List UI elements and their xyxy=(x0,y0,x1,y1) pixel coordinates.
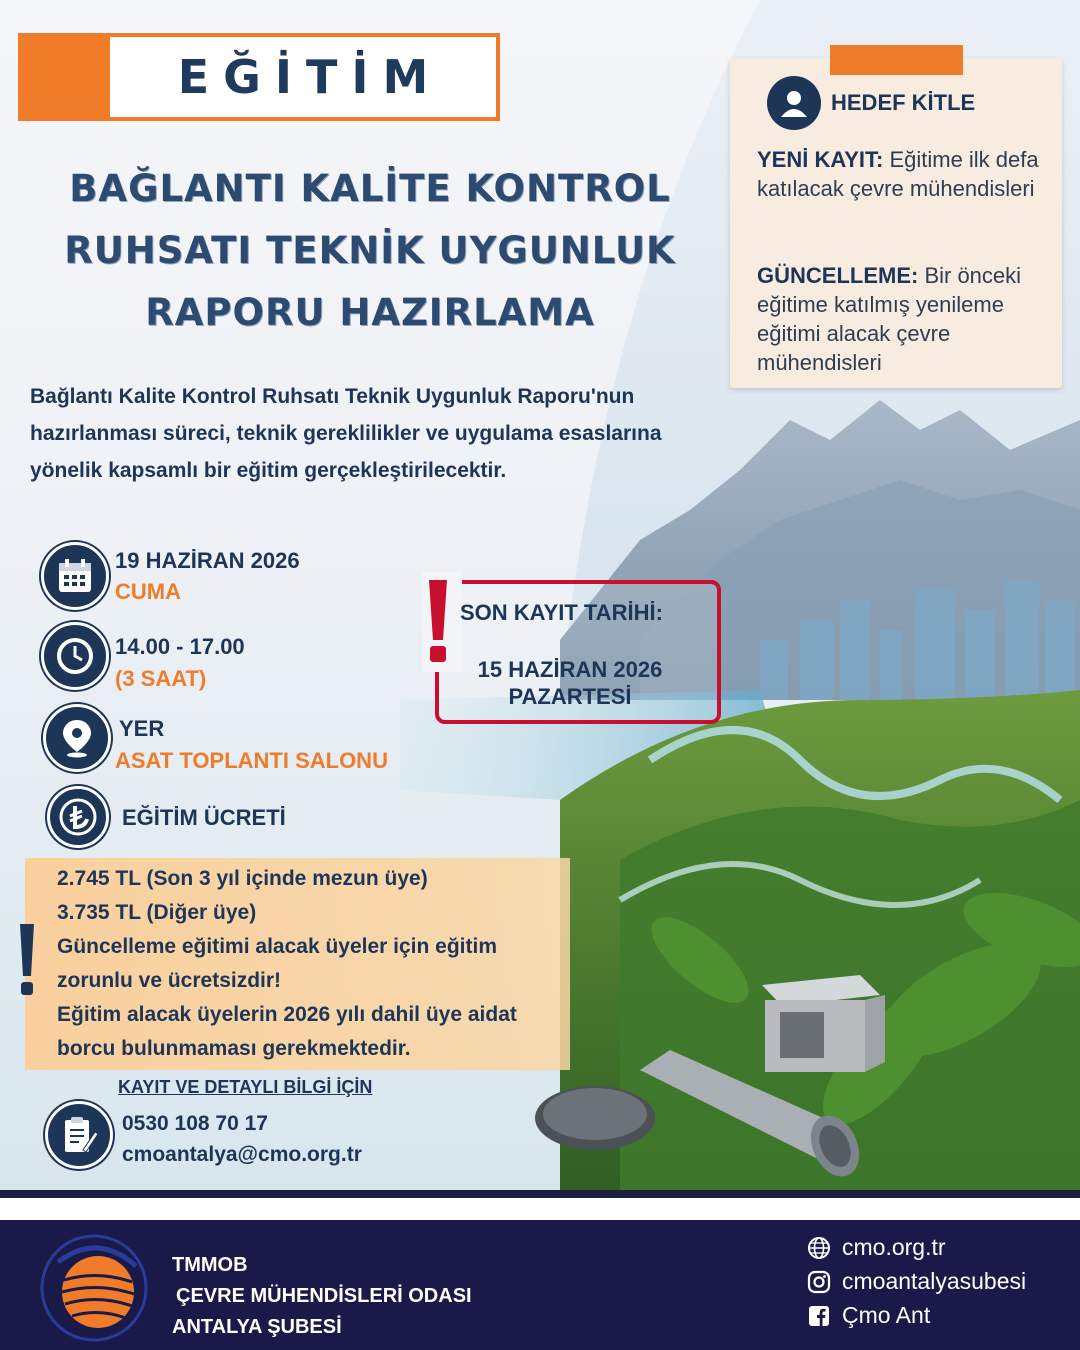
exclamation-icon xyxy=(425,578,451,664)
fee-line-graduate: 2.745 TL (Son 3 yıl içinde mezun üye) xyxy=(57,867,428,890)
website-text: cmo.org.tr xyxy=(842,1234,946,1260)
audience-update-text: Bir önceki eğitime katılmış yenileme eğitimi alacak çevre mühendisleri xyxy=(757,263,1022,375)
audience-update-label: GÜNCELLEME: xyxy=(757,263,919,288)
social-instagram[interactable] xyxy=(806,1268,1026,1295)
audience-update xyxy=(757,261,1057,377)
globe-icon xyxy=(806,1235,832,1261)
contact-phone[interactable]: 0530 108 70 17 xyxy=(122,1112,268,1135)
calendar-icon xyxy=(41,542,109,610)
contact-email[interactable]: cmoantalya@cmo.org.tr xyxy=(122,1143,362,1166)
facebook-text: Çmo Ant xyxy=(842,1302,931,1328)
event-date: 19 HAZİRAN 2026 xyxy=(115,548,300,573)
place-name: ASAT TOPLANTI SALONU xyxy=(115,748,388,773)
logo xyxy=(38,1232,150,1344)
facebook-icon xyxy=(806,1303,832,1329)
contact-heading: KAYIT VE DETAYLI BİLGİ İÇİN xyxy=(118,1077,373,1097)
badge xyxy=(110,37,496,117)
fee-details xyxy=(57,862,577,1066)
user-icon xyxy=(767,76,821,130)
clipboard-icon xyxy=(45,1101,113,1169)
page-title xyxy=(20,158,720,344)
fee-line-update: Güncelleme eğitimi alacak üyeler için eğitim zorunlu ve ücretsizdir! xyxy=(57,935,498,992)
instagram-text: cmoantalyasubesi xyxy=(842,1268,1027,1294)
event-day: CUMA xyxy=(115,579,181,604)
fee-line-other: 3.735 TL (Diğer üye) xyxy=(57,901,257,924)
title-line-2: RUHSATI TEKNİK UYGUNLUK xyxy=(64,229,676,272)
event-duration: (3 SAAT) xyxy=(115,666,207,691)
badge-label: EĞİTİM xyxy=(177,50,443,104)
org-line-3: ANTALYA ŞUBESİ xyxy=(172,1316,342,1338)
footer-divider xyxy=(0,1190,1080,1198)
audience-card-tab xyxy=(830,45,963,75)
audience-new xyxy=(757,145,1057,203)
deadline-day: PAZARTESİ xyxy=(508,684,632,709)
lira-icon xyxy=(47,786,109,848)
social-facebook[interactable] xyxy=(806,1302,930,1329)
location-pin-icon xyxy=(43,704,111,772)
audience-new-label: YENİ KAYIT: xyxy=(757,147,884,172)
deadline-title: SON KAYIT TARİHİ: xyxy=(460,600,663,625)
audience-new-text: Eğitime ilk defa katılacak çevre mühendisleri xyxy=(757,147,1039,201)
fee-label: EĞİTİM ÜCRETİ xyxy=(122,805,286,830)
clock-icon xyxy=(41,622,109,690)
fee-line-dues: Eğitim alacak üyelerin 2026 yılı dahil üye aidat borcu bulunmaması gerekmektedir. xyxy=(57,1003,517,1060)
deadline-date-block xyxy=(455,656,685,710)
badge-accent xyxy=(18,33,110,121)
title-line-3: RAPORU HAZIRLAMA xyxy=(145,291,595,334)
description: Bağlantı Kalite Kontrol Ruhsatı Teknik Uygunluk Raporu'nun hazırlanması süreci, teknik gereklilikler ve uygulama esaslarına yönelik kapsamlı bir eğitim gerçekleştirilecektir. xyxy=(30,385,662,482)
title-line-1: BAĞLANTI KALİTE KONTROL xyxy=(69,167,671,210)
social-website[interactable] xyxy=(806,1234,946,1261)
deadline-date: 15 HAZİRAN 2026 xyxy=(477,657,663,682)
instagram-icon xyxy=(806,1269,832,1295)
audience-heading: HEDEF KİTLE xyxy=(831,90,976,115)
contact-details xyxy=(122,1108,362,1170)
exclamation-icon xyxy=(17,922,37,998)
org-line-1: TMMOB xyxy=(172,1254,248,1276)
place-label: YER xyxy=(119,716,165,741)
org-line-2: ÇEVRE MÜHENDİSLERİ ODASI xyxy=(176,1285,472,1307)
organization-name xyxy=(172,1250,472,1343)
event-time: 14.00 - 17.00 xyxy=(115,634,245,659)
